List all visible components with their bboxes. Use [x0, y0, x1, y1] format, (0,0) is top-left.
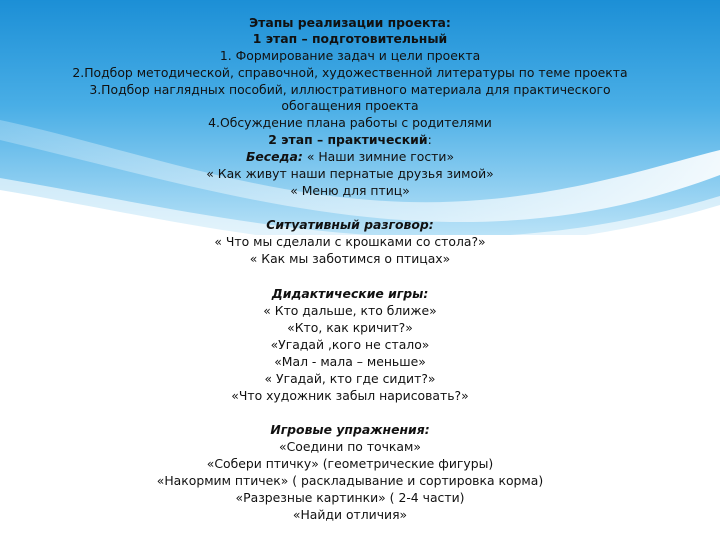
stage2-title: 2 этап – практический: [268, 132, 428, 147]
stage2-title-colon: :: [427, 132, 432, 147]
didactic-game: «Угадай ,кого не стало»: [270, 337, 430, 352]
situational-topic: « Как мы заботимся о птицах»: [249, 251, 451, 266]
didactic-game: «Мал - мала – меньше»: [274, 354, 426, 369]
stage2-title-line: [0, 132, 700, 148]
exercise-item: «Найди отличия»: [292, 507, 408, 522]
stage1-item: 2.Подбор методической, справочной, художественной литературы по теме проекта: [72, 65, 628, 80]
exercise-item: «Накормим птичек» ( раскладывание и сортировка корма): [156, 473, 544, 488]
conversation-topic: « Как живут наши пернатые друзья зимой»: [206, 166, 494, 181]
stage1-item: 3.Подбор наглядных пособий, иллюстративного материала для практического: [89, 82, 611, 97]
stages-title: Этапы реализации проекта:: [249, 15, 451, 30]
exercise-item: «Собери птичку» (геометрические фигуры): [206, 456, 494, 471]
conversation-topic: « Меню для птиц»: [290, 183, 410, 198]
didactic-label: Дидактические игры:: [271, 286, 429, 301]
exercise-item: «Соедини по точкам»: [279, 439, 421, 454]
didactic-game: « Кто дальше, кто ближе»: [263, 303, 437, 318]
stage1-item: 4.Обсуждение плана работы с родителями: [208, 115, 492, 130]
conversation-line: [0, 149, 700, 165]
stage1-title: 1 этап – подготовительный: [252, 31, 448, 46]
exercises-label: Игровые упражнения:: [270, 422, 430, 437]
conversation-first-topic: « Наши зимние гости»: [302, 149, 455, 164]
situational-label: Ситуативный разговор:: [266, 217, 434, 232]
conversation-label: Беседа:: [245, 149, 303, 164]
exercise-item: «Разрезные картинки» ( 2-4 части): [235, 490, 465, 505]
stage1-item: 1. Формирование задач и цели проекта: [219, 48, 481, 63]
didactic-game: «Кто, как кричит?»: [287, 320, 413, 335]
didactic-game: « Угадай, кто где сидит?»: [264, 371, 436, 386]
stage1-item: обогащения проекта: [281, 98, 419, 113]
didactic-game: «Что художник забыл нарисовать?»: [231, 388, 469, 403]
situational-topic: « Что мы сделали с крошками со стола?»: [214, 234, 486, 249]
